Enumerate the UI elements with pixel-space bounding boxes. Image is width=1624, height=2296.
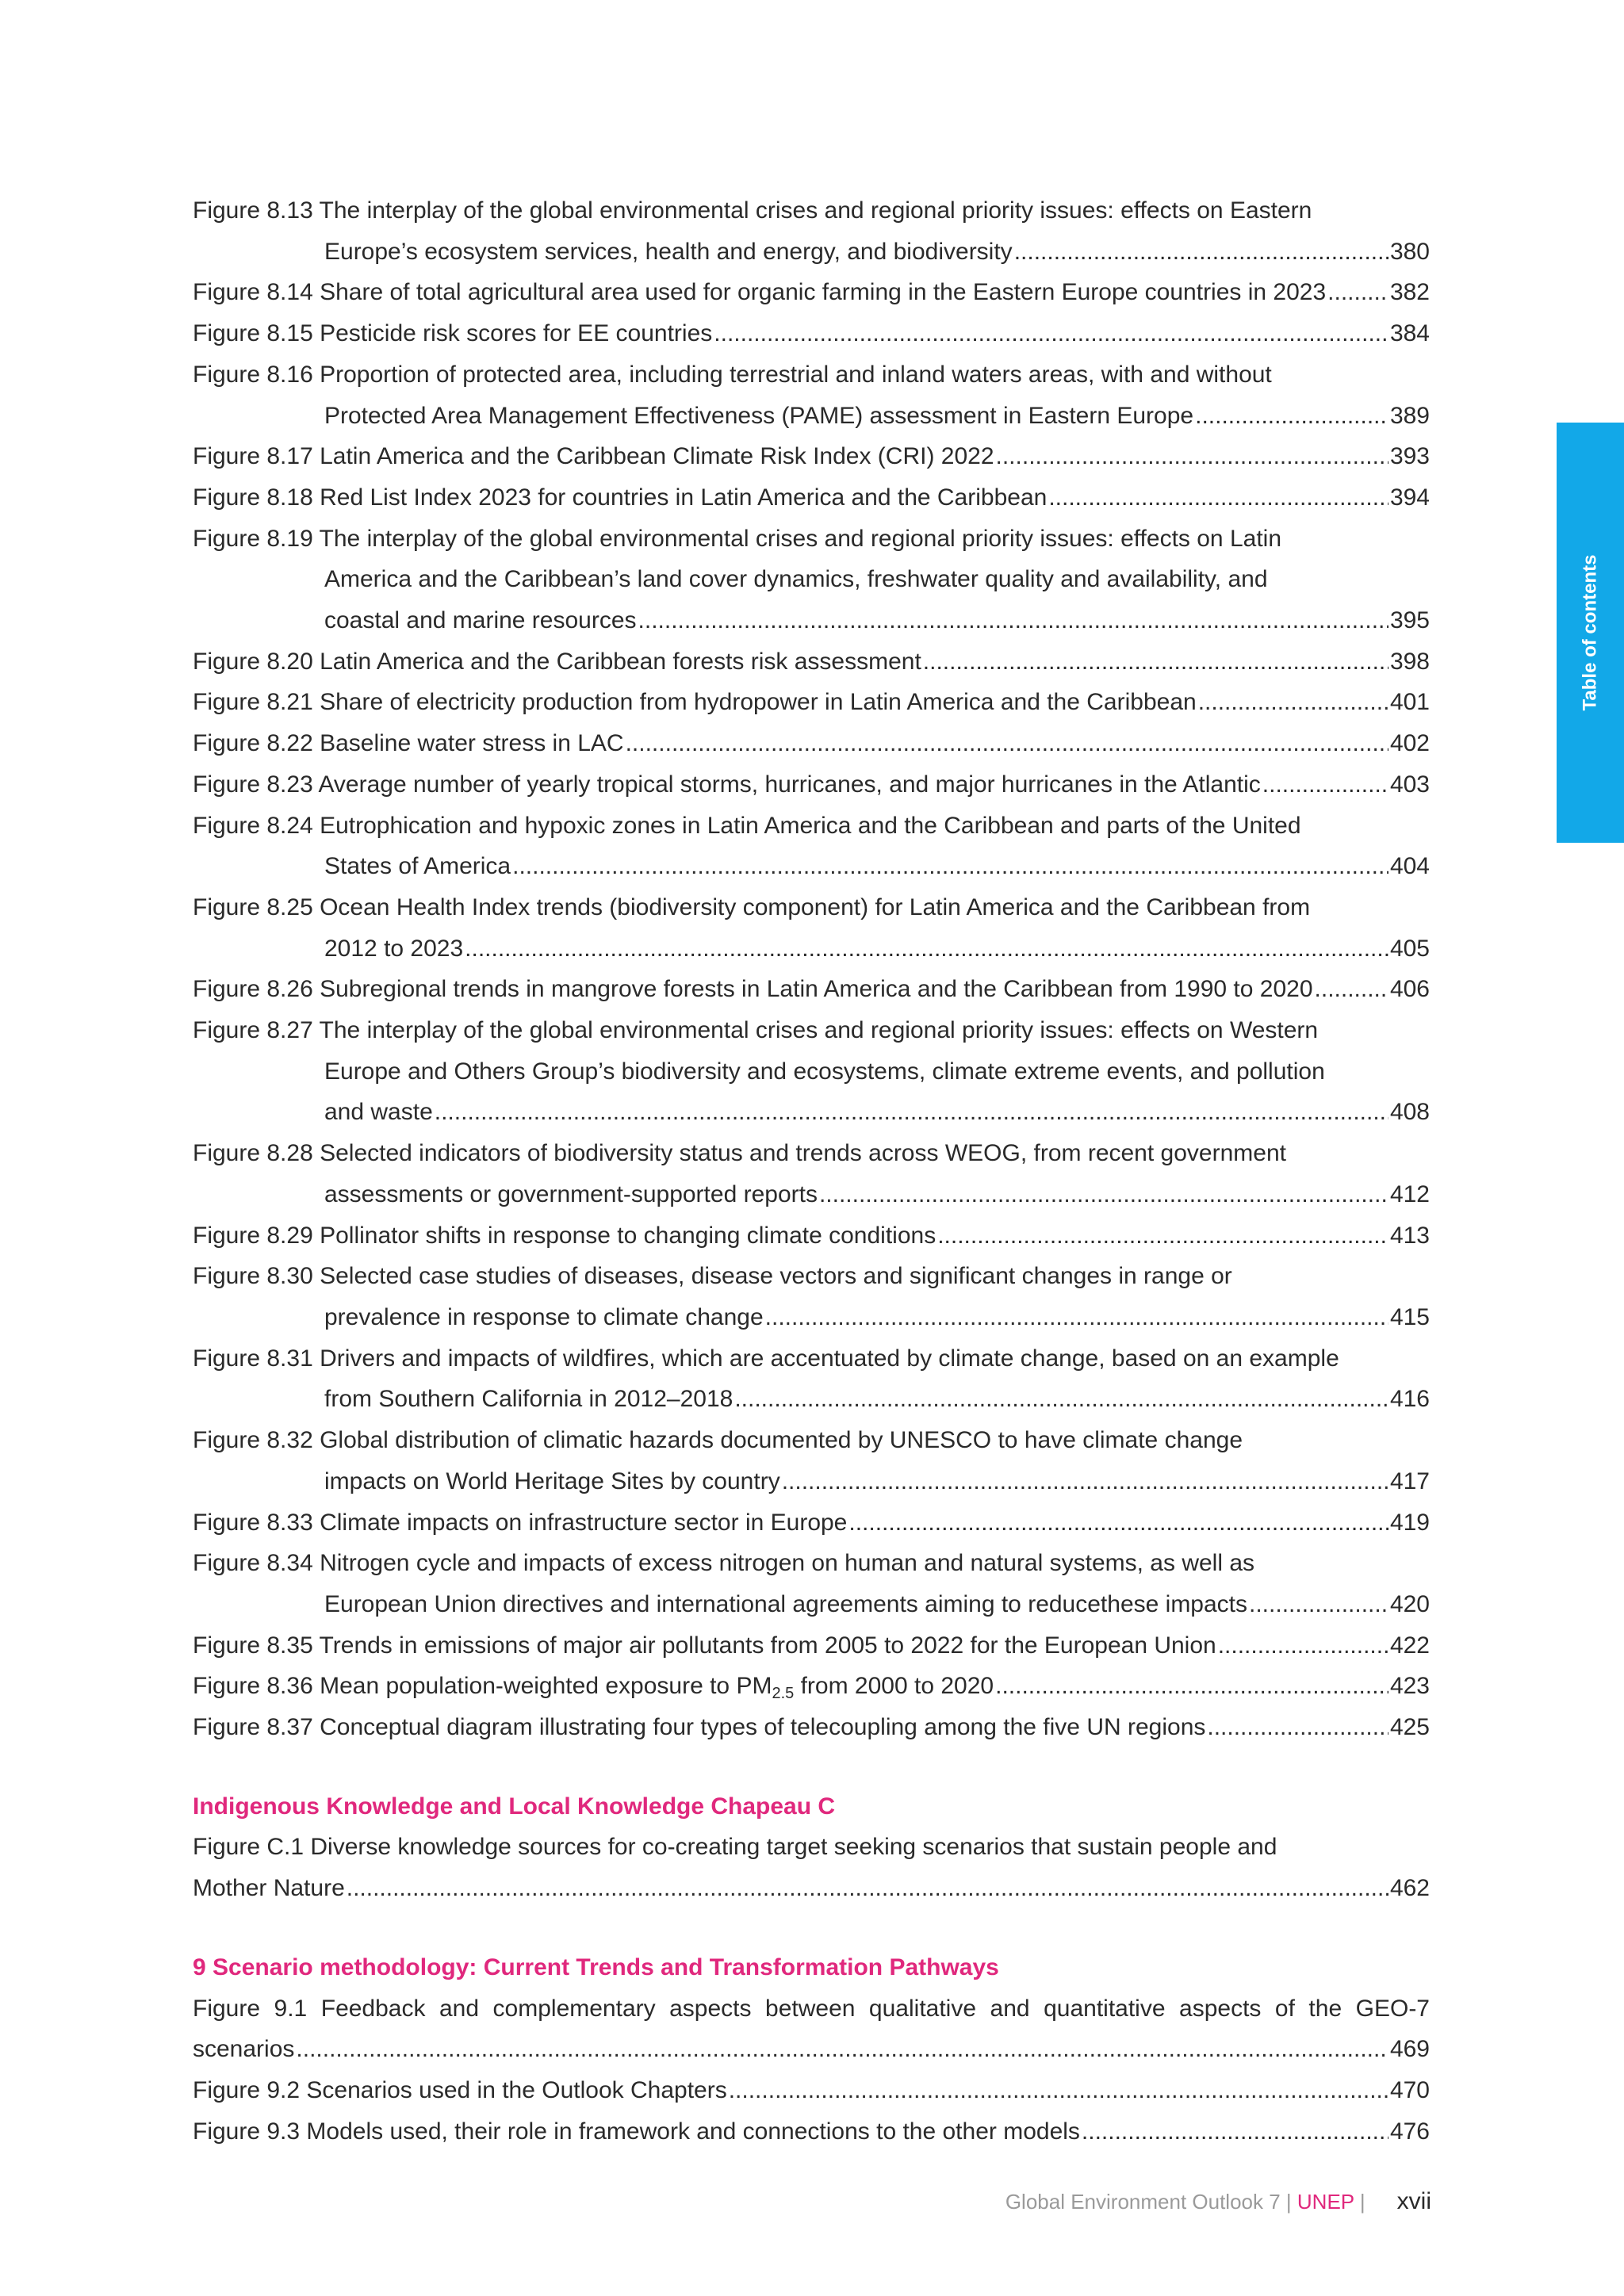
toc-entry[interactable] (193, 1988, 1430, 2070)
toc-entry[interactable] (193, 1215, 1430, 1257)
dot-leader (923, 641, 1388, 683)
dot-leader (734, 1379, 1388, 1420)
side-tab-label: Table of contents (1579, 554, 1601, 711)
dot-leader (714, 313, 1388, 354)
entry-title: Figure 8.21 Share of electricity production from hydropower in Latin America and the Caribbean (193, 689, 1197, 716)
entry-page-number: 404 (1389, 853, 1430, 880)
entry-page-number: 389 (1389, 402, 1430, 429)
entry-title: Figure 8.14 Share of total agricultural area used for organic farming in the Eastern Europe countries in 2023 (193, 279, 1327, 306)
dot-leader (765, 1297, 1388, 1338)
toc-line (193, 1215, 1430, 1257)
toc-list (193, 190, 1430, 2152)
entry-page-number: 423 (1389, 1673, 1430, 1700)
entry-page-number: 420 (1389, 1590, 1430, 1617)
toc-entry[interactable] (193, 313, 1430, 354)
toc-line (193, 2029, 1430, 2070)
entry-title: Figure 9.2 Scenarios used in the Outlook Chapters (193, 2076, 727, 2103)
dot-leader (296, 2029, 1388, 2070)
dot-leader (937, 1215, 1388, 1257)
dot-leader (1262, 764, 1388, 806)
entry-title: Figure 8.25 Ocean Health Index trends (biodiversity component) for Latin America and the Caribbean from (193, 894, 1311, 920)
entry-title: Figure 8.35 Trends in emissions of major air pollutants from 2005 to 2022 for the European Union (193, 1632, 1216, 1659)
toc-line (193, 1256, 1430, 1297)
entry-title: Figure 8.30 Selected case studies of diseases, disease vectors and significant changes in range or (193, 1263, 1232, 1290)
toc-line (193, 969, 1430, 1010)
toc-line (193, 1051, 1430, 1093)
entry-title: European Union directives and international agreements aiming to reducethese impacts (324, 1590, 1248, 1617)
toc-entry[interactable] (193, 1543, 1430, 1624)
dot-leader (1198, 682, 1388, 723)
entry-page-number: 417 (1389, 1468, 1430, 1494)
entry-title: Figure 8.19 The interplay of the global environmental crises and regional priority issues: effects on Latin (193, 525, 1281, 552)
toc-line (193, 887, 1430, 928)
entry-title: Europe’s ecosystem services, health and energy, and biodiversity (324, 238, 1013, 265)
toc-entry[interactable] (193, 436, 1430, 477)
toc-line (193, 723, 1430, 764)
entry-title: from Southern California in 2012–2018 (324, 1386, 733, 1413)
entry-title: Figure 8.13 The interplay of the global environmental crises and regional priority issues: effects on Eastern (193, 197, 1312, 224)
table-of-contents-tab[interactable] (1557, 423, 1624, 843)
entry-title: Figure 8.34 Nitrogen cycle and impacts of excess nitrogen on human and natural systems, as well as (193, 1550, 1255, 1577)
entry-title: Figure 8.33 Climate impacts on infrastructure sector in Europe (193, 1509, 848, 1536)
toc-line (193, 1707, 1430, 1748)
toc-line (193, 477, 1430, 519)
toc-line (193, 436, 1430, 477)
entry-page-number: 403 (1389, 771, 1430, 798)
dot-leader (1014, 232, 1388, 273)
entry-title: prevalence in response to climate change (324, 1303, 764, 1330)
toc-entry[interactable] (193, 1827, 1430, 1908)
entry-title: Figure 8.24 Eutrophication and hypoxic zones in Latin America and the Caribbean and parts of the United (193, 812, 1301, 839)
toc-line (193, 641, 1430, 683)
entry-page-number: 412 (1389, 1181, 1430, 1207)
entry-title: Figure 9.3 Models used, their role in framework and connections to the other models (193, 2118, 1080, 2145)
entry-page-number: 425 (1389, 1714, 1430, 1741)
toc-entry[interactable] (193, 2070, 1430, 2111)
dot-leader (465, 928, 1388, 970)
entry-title: Figure 8.26 Subregional trends in mangrove forests in Latin America and the Caribbean from 1990 to 2020 (193, 976, 1313, 1003)
toc-entry[interactable] (193, 1010, 1430, 1133)
toc-entry[interactable] (193, 354, 1430, 436)
toc-entry[interactable] (193, 519, 1430, 641)
entry-title: assessments or government-supported reports (324, 1181, 818, 1207)
entry-title: America and the Caribbean’s land cover dynamics, freshwater quality and availability, and (324, 566, 1268, 593)
toc-entry[interactable] (193, 806, 1430, 887)
dot-leader (1315, 969, 1388, 1010)
entry-page-number: 402 (1389, 730, 1430, 757)
toc-entry[interactable] (193, 1420, 1430, 1502)
entry-title: Figure 8.32 Global distribution of climatic hazards documented by UNESCO to have climate change (193, 1427, 1243, 1454)
toc-line (193, 232, 1430, 273)
toc-entry[interactable] (193, 190, 1430, 272)
entry-title: scenarios (193, 2036, 295, 2063)
entry-title: Figure 8.22 Baseline water stress in LAC (193, 730, 624, 757)
entry-title: States of America (324, 853, 511, 880)
toc-entry[interactable] (193, 2111, 1430, 2152)
toc-entry[interactable] (193, 723, 1430, 764)
toc-line (193, 1092, 1430, 1133)
entry-title: Figure 9.1 Feedback and complementary aspects between qualitative and quantitative aspects of the GEO-7 (193, 1995, 1430, 2022)
dot-leader (1327, 272, 1388, 313)
entry-title: Figure 8.23 Average number of yearly tropical storms, hurricanes, and major hurricanes in the Atlantic (193, 771, 1261, 798)
toc-line (193, 1420, 1430, 1461)
toc-entry[interactable] (193, 764, 1430, 806)
toc-entry[interactable] (193, 682, 1430, 723)
toc-line (193, 519, 1430, 560)
entry-page-number: 416 (1389, 1386, 1430, 1413)
entry-title: Protected Area Management Effectiveness (PAME) assessment in Eastern Europe (324, 402, 1194, 429)
entry-page-number: 476 (1389, 2118, 1430, 2145)
dot-leader (996, 436, 1388, 477)
dot-leader (848, 1502, 1388, 1544)
toc-entries-chapter-9 (193, 2070, 1430, 2152)
dot-leader (347, 1868, 1388, 1909)
entry-page-number: 384 (1389, 320, 1430, 347)
dot-leader (995, 1666, 1388, 1707)
dot-leader (782, 1461, 1388, 1502)
entry-title: Figure 8.27 The interplay of the global environmental crises and regional priority issues: effects on Western (193, 1017, 1319, 1044)
entry-page-number: 462 (1389, 1875, 1430, 1902)
toc-line (193, 1338, 1430, 1380)
entry-page-number: 413 (1389, 1222, 1430, 1249)
toc-entry[interactable] (193, 1256, 1430, 1337)
toc-entries-chapter-8 (193, 190, 1430, 1666)
toc-line (193, 1502, 1430, 1544)
entry-page-number: 408 (1389, 1099, 1430, 1126)
entry-page-number: 415 (1389, 1303, 1430, 1330)
toc-line (193, 600, 1430, 641)
entry-title: 2012 to 2023 (324, 935, 464, 962)
dot-leader (1249, 1584, 1388, 1625)
entry-title: coastal and marine resources (324, 607, 637, 634)
dot-leader (1082, 2111, 1388, 2152)
entry-page-number: 406 (1389, 976, 1430, 1003)
dot-leader (1048, 477, 1388, 519)
toc-entry[interactable] (193, 272, 1430, 313)
entry-title: Figure 8.20 Latin America and the Caribbean forests risk assessment (193, 648, 921, 675)
page-footer: Global Environment Outlook 7 | UNEP | xvii (1005, 2188, 1431, 2214)
entry-title: Figure 8.18 Red List Index 2023 for countries in Latin America and the Caribbean (193, 484, 1048, 511)
toc-line (193, 764, 1430, 806)
entry-page-number: 405 (1389, 935, 1430, 962)
footer-title: Global Environment Outlook 7 (1005, 2190, 1281, 2214)
entry-title: Figure 8.15 Pesticide risk scores for EE countries (193, 320, 713, 347)
toc-line (193, 1010, 1430, 1051)
toc-line (193, 928, 1430, 970)
toc-entry[interactable] (193, 1666, 1430, 1707)
entry-page-number: 422 (1389, 1632, 1430, 1659)
entry-page-number: 398 (1389, 648, 1430, 675)
toc-line (193, 806, 1430, 847)
dot-leader (1218, 1625, 1388, 1667)
entry-page-number: 395 (1389, 607, 1430, 634)
toc-entry[interactable] (193, 1338, 1430, 1420)
entry-title: and waste (324, 1099, 433, 1126)
entry-page-number: 469 (1389, 2036, 1430, 2063)
dot-leader (626, 723, 1388, 764)
toc-line (193, 1666, 1430, 1707)
toc-line (193, 1379, 1430, 1420)
entry-title: Figure 8.36 Mean population-weighted exposure to $PM_{2.5}$ from 2000 to 2020 (193, 1673, 994, 1703)
entry-page-number: 419 (1389, 1509, 1430, 1536)
entry-page-number: 470 (1389, 2076, 1430, 2103)
toc-line (193, 1297, 1430, 1338)
entry-title: impacts on World Heritage Sites by country (324, 1468, 780, 1494)
page-number: xvii (1396, 2188, 1431, 2214)
toc-entry[interactable] (193, 1133, 1430, 1215)
entry-page-number: 393 (1389, 443, 1430, 470)
section-heading-chapeau-c: Indigenous Knowledge and Local Knowledge Chapeau C (193, 1793, 836, 1820)
toc-line (193, 846, 1430, 887)
toc-line (193, 272, 1430, 313)
entry-title: Mother Nature (193, 1875, 345, 1902)
toc-line (193, 2111, 1430, 2152)
toc-line (193, 1868, 1430, 1909)
dot-leader (512, 846, 1388, 887)
dot-leader (638, 600, 1388, 641)
toc-entries-chapter-8-end (193, 1707, 1430, 1748)
toc-entry[interactable] (193, 887, 1430, 969)
entry-title: Figure 8.31 Drivers and impacts of wildfires, which are accentuated by climate change, based on an example (193, 1345, 1339, 1372)
toc-line (193, 1133, 1430, 1174)
dot-leader (819, 1174, 1388, 1215)
toc-line (193, 190, 1430, 232)
dot-leader (729, 2070, 1388, 2111)
toc-line (193, 396, 1430, 437)
toc-line (193, 1827, 1430, 1868)
toc-line (193, 559, 1430, 600)
entry-page-number: 382 (1389, 279, 1430, 306)
entry-title: Figure 8.28 Selected indicators of biodiversity status and trends across WEOG, from recent government (193, 1140, 1286, 1167)
entry-title: Figure 8.29 Pollinator shifts in response to changing climate conditions (193, 1222, 936, 1249)
dot-leader (435, 1092, 1388, 1133)
entry-title: Europe and Others Group’s biodiversity and ecosystems, climate extreme events, and pollution (324, 1058, 1325, 1085)
entry-page-number: 394 (1389, 484, 1430, 511)
entry-page-number: 401 (1389, 689, 1430, 716)
dot-leader (1195, 396, 1388, 437)
toc-line (193, 1174, 1430, 1215)
toc-line (193, 1625, 1430, 1667)
toc-entry[interactable] (193, 1707, 1430, 1748)
toc-entry[interactable] (193, 1502, 1430, 1544)
toc-line (193, 1584, 1430, 1625)
dot-leader (1207, 1707, 1388, 1748)
toc-line (193, 354, 1430, 396)
section-heading-chapter-9: 9 Scenario methodology: Current Trends and Transformation Pathways (193, 1954, 999, 1980)
entry-title: Figure 8.17 Latin America and the Caribbean Climate Risk Index (CRI) 2022 (193, 443, 994, 470)
toc-line (193, 682, 1430, 723)
toc-entry[interactable] (193, 641, 1430, 683)
toc-entry[interactable] (193, 969, 1430, 1010)
entry-page-number: 380 (1389, 238, 1430, 265)
entry-title: Figure C.1 Diverse knowledge sources for co-creating target seeking scenarios that sustain people and (193, 1834, 1277, 1861)
footer-brand: UNEP (1297, 2190, 1354, 2214)
toc-line (193, 1461, 1430, 1502)
toc-entry[interactable] (193, 1625, 1430, 1667)
toc-line (193, 313, 1430, 354)
toc-entry[interactable] (193, 477, 1430, 519)
entry-title: Figure 8.37 Conceptual diagram illustrating four types of telecoupling among the five UN regions (193, 1714, 1206, 1741)
entry-title: Figure 8.16 Proportion of protected area, including terrestrial and inland waters areas, with and without (193, 361, 1272, 388)
toc-line (193, 2070, 1430, 2111)
toc-line (193, 1543, 1430, 1584)
